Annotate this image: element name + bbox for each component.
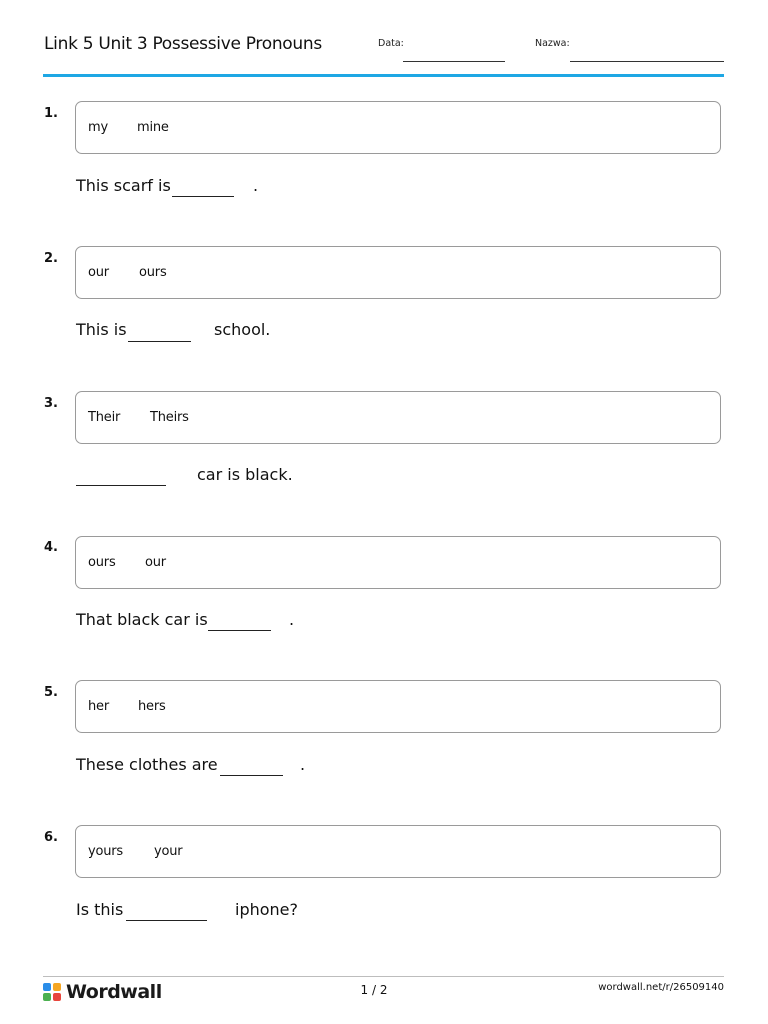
answer-blank[interactable] — [76, 485, 166, 486]
option[interactable]: Theirs — [150, 410, 189, 425]
option[interactable]: hers — [138, 699, 166, 714]
question-number: 6. — [44, 830, 58, 845]
option[interactable]: Their — [88, 410, 121, 425]
options-box — [75, 246, 721, 299]
question-number: 5. — [44, 685, 58, 700]
question-number: 1. — [44, 106, 58, 121]
sentence-after: . — [253, 176, 259, 195]
sentence-before: This is — [76, 320, 127, 339]
option[interactable]: your — [154, 844, 183, 859]
date-field[interactable] — [403, 61, 505, 62]
option[interactable]: ours — [88, 555, 116, 570]
answer-blank[interactable] — [126, 920, 207, 921]
options-box — [75, 391, 721, 444]
sentence-after: . — [289, 610, 295, 629]
option[interactable]: my — [88, 120, 108, 135]
option[interactable]: yours — [88, 844, 124, 859]
option[interactable]: mine — [137, 120, 169, 135]
options-box — [75, 680, 721, 733]
sentence-after: iphone? — [235, 900, 299, 919]
option[interactable]: her — [88, 699, 109, 714]
sentence-before: These clothes are — [76, 755, 218, 774]
wordwall-logo-icon — [43, 983, 62, 1002]
options-box — [75, 536, 721, 589]
activity-url[interactable]: wordwall.net/r/26509140 — [598, 982, 724, 993]
answer-blank[interactable] — [172, 196, 234, 197]
option[interactable]: our — [145, 555, 166, 570]
header-divider — [43, 74, 724, 77]
answer-blank[interactable] — [208, 630, 271, 631]
name-label: Nazwa: — [535, 38, 570, 49]
options-box — [75, 825, 721, 878]
sentence-before: Is this — [76, 900, 124, 919]
page-number: 1 / 2 — [360, 983, 388, 997]
sentence-before: That black car is — [76, 610, 208, 629]
sentence-after: car is black. — [197, 465, 293, 484]
name-field[interactable] — [570, 61, 724, 62]
question-number: 3. — [44, 396, 58, 411]
question-number: 4. — [44, 540, 58, 555]
sentence-before: This scarf is — [76, 176, 171, 195]
date-label: Data: — [378, 38, 404, 49]
options-box — [75, 101, 721, 154]
wordwall-logo — [43, 981, 162, 1003]
option[interactable]: our — [88, 265, 109, 280]
answer-blank[interactable] — [128, 341, 191, 342]
wordwall-logo-text: Wordwall — [66, 981, 162, 1003]
question-number: 2. — [44, 251, 58, 266]
footer-divider — [43, 976, 724, 977]
answer-blank[interactable] — [220, 775, 283, 776]
option[interactable]: ours — [139, 265, 167, 280]
worksheet-title: Link 5 Unit 3 Possessive Pronouns — [44, 34, 322, 54]
sentence-after: school. — [214, 320, 271, 339]
sentence-after: . — [300, 755, 306, 774]
